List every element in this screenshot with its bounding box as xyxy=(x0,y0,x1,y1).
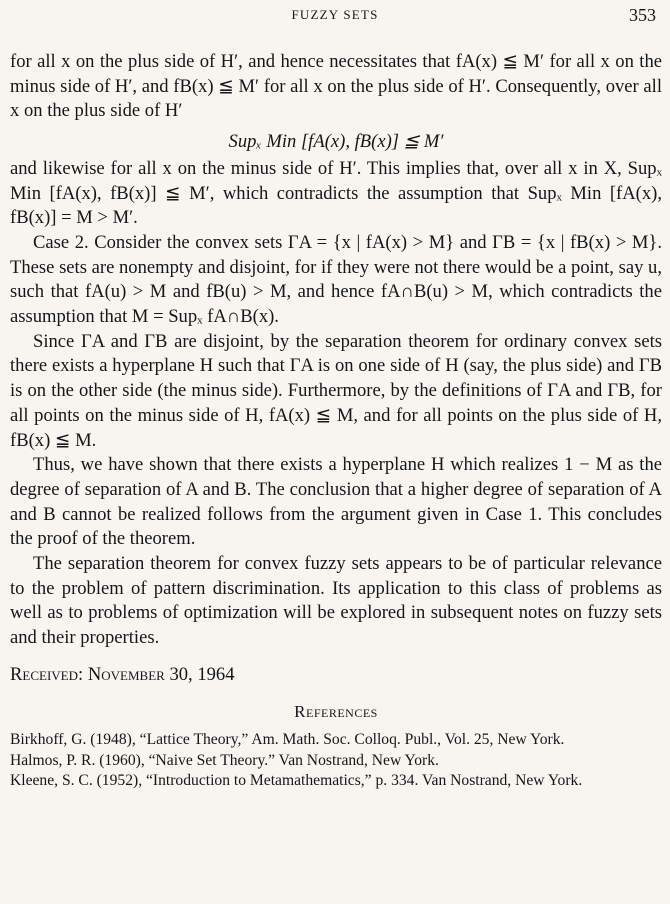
page-number: 353 xyxy=(629,5,656,25)
running-head xyxy=(0,7,670,29)
references-heading: References xyxy=(294,701,378,721)
paragraph-2: and likewise for all x on the minus side of H′. This implies that, over all x in X, Supₓ Min [fA(x), fB(x)] ≦ M′, which contradicts the assumption that Supₓ Min [fA(x), fB(x)] = M > M′. xyxy=(10,157,662,229)
reference-item: Birkhoff, G. (1948), “Lattice Theory,” Am. Math. Soc. Colloq. Publ., Vol. 25, New York. xyxy=(10,731,565,749)
paragraph-1: for all x on the plus side of H′, and hence necessitates that fA(x) ≦ M′ for all x on the minus side of H′, and fB(x) ≦ M′ for all x on the plus side of H′. Consequently, over all x on the plus side of H′ xyxy=(10,51,662,122)
reference-item: Halmos, P. R. (1960), “Naive Set Theory.” Van Nostrand, New York. xyxy=(10,751,439,769)
paragraph-separation: Since ΓA and ΓB are disjoint, by the separation theorem for ordinary convex sets there exists a hyperplane H such that ΓA is on one side of H (say, the plus side) and ΓB is on the other side (the minus side). Furthermore, by the definitions of ΓA and ΓB, for all points on the minus side of H, fA(x) ≦ M, and for all points on the plus side of H, fB(x) ≦ M. xyxy=(10,330,662,451)
reference-item: Kleene, S. C. (1952), “Introduction to Metamathematics,” p. 334. Van Nostrand, New York. xyxy=(10,772,583,790)
paragraph-case-2: Case 2. Consider the convex sets ΓA = {x | fA(x) > M} and ΓB = {x | fB(x) > M}. These sets are nonempty and disjoint, for if they were not there would be a point, say u, such that fA(u) > M and fB(u) > M, and hence fA∩B(u) > M, which contradicts the assumption that M = Supₓ fA∩B(x). xyxy=(10,231,662,328)
references-list xyxy=(10,730,662,792)
paragraph-conclusion: Thus, we have shown that there exists a hyperplane H which realizes 1 − M as the degree of separation of A and B. The conclusion that a higher degree of separation of A and B cannot be realized follows from the argument given in Case 1. This concludes the proof of the theorem. xyxy=(10,454,662,550)
display-equation: Supₓ Min [fA(x), fB(x)] ≦ M′ xyxy=(228,131,444,153)
received-date: Received: November 30, 1964 xyxy=(10,663,235,685)
paragraph-application: The separation theorem for convex fuzzy sets appears to be of particular relevance to the problem of pattern discrimination. Its application to this class of problems as well as to problems of optimization will be explored in subsequent notes on fuzzy sets and their properties. xyxy=(10,553,662,649)
body-text xyxy=(10,50,662,792)
running-title: FUZZY SETS xyxy=(291,7,379,22)
